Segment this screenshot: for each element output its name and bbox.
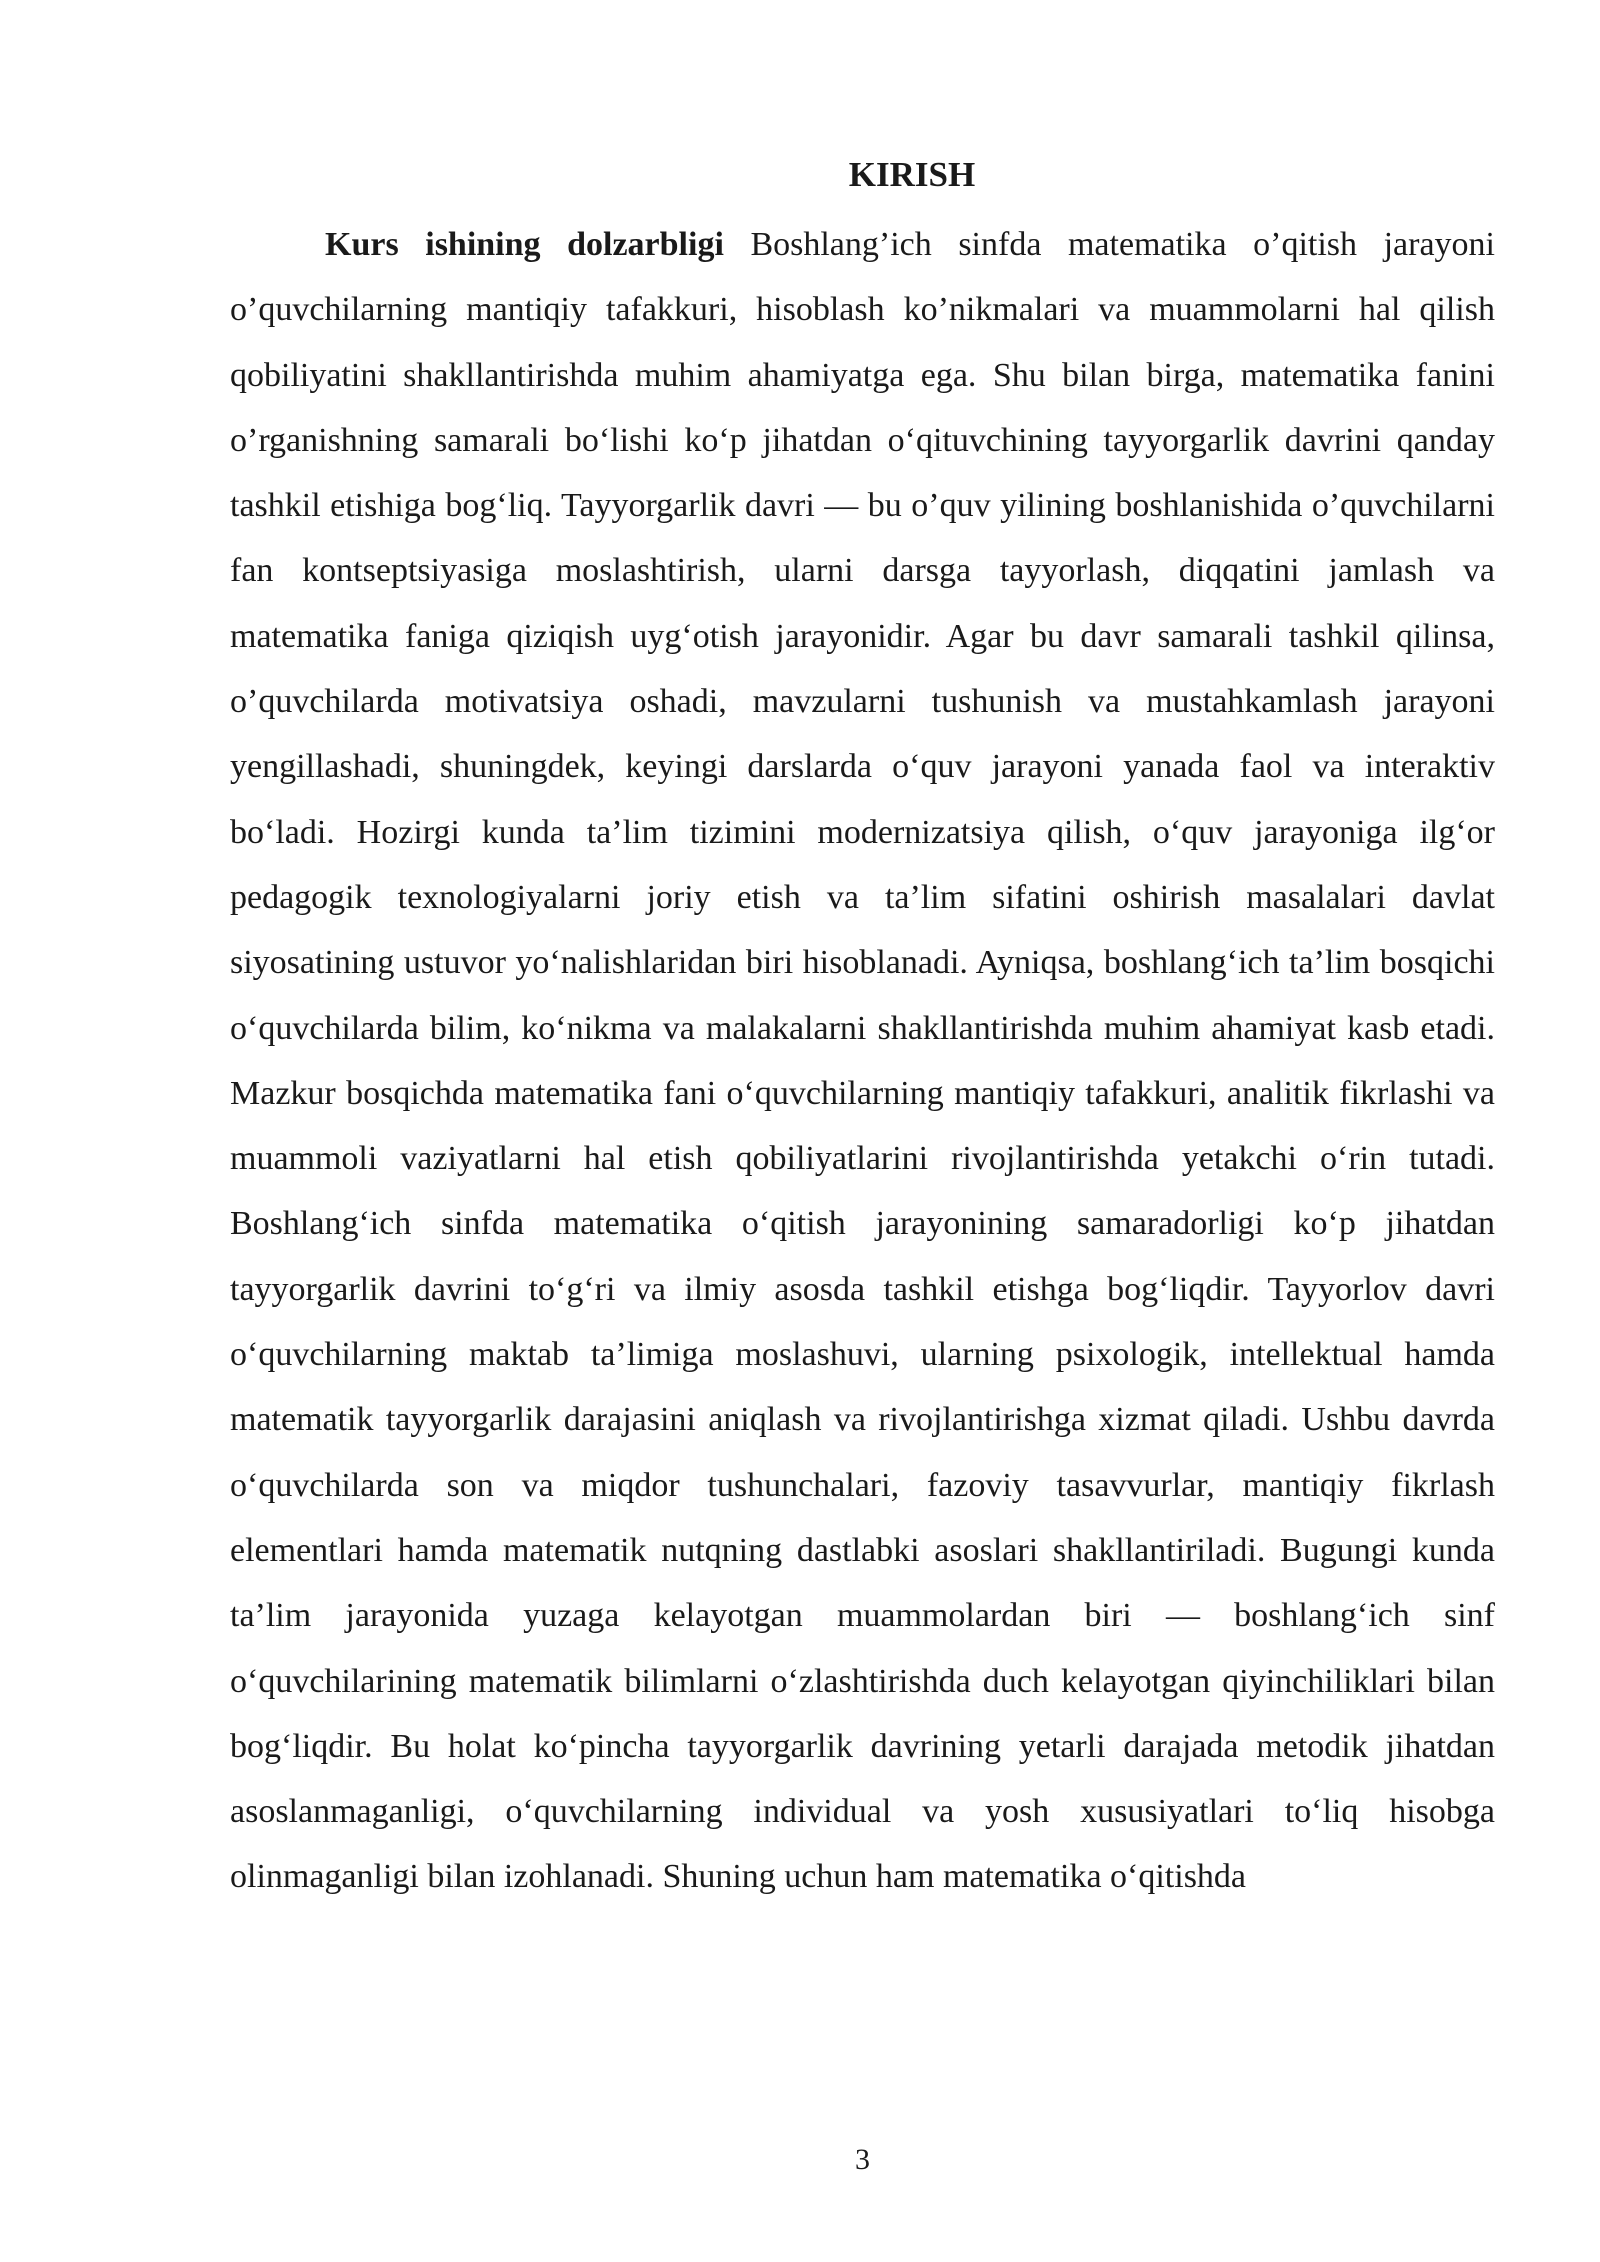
paragraph-lead: Kurs ishining dolzarbligi xyxy=(325,226,724,263)
heading-container xyxy=(230,150,1594,200)
page-number: 3 xyxy=(855,2143,870,2176)
intro-paragraph xyxy=(230,212,1495,1910)
paragraph-text: Boshlang’ich sinfda matematika o’qitish jarayoni o’quvchilarning mantiqiy tafakkuri, hisoblash ko’nikmalari va muammolarni hal qilish qobiliyatini shakllantirishda muhim ahamiyatga ega. Shu bilan birga, matematika fanini o’rganishning samarali bo‘lishi ko‘p jihatdan o‘qituvchining tayyorgarlik davrini qanday tashkil etishiga bog‘liq. Tayyorgarlik davri — bu o’quv yilining boshlanishida o’quvchilarni fan kontseptsiyasiga moslashtirish, ularni darsga tayyorlash, diqqatini jamlash va matematika faniga qiziqish uyg‘otish jarayonidir. Agar bu davr samarali tashkil qilinsa, o’quvchilarda motivatsiya oshadi, mavzularni tushunish va mustahkamlash jarayoni yengillashadi, shuningdek, keyingi darslarda o‘quv jarayoni yanada faol va interaktiv bo‘ladi. Hozirgi kunda ta’lim tizimini modernizatsiya qilish, o‘quv jarayoniga ilg‘or pedagogik texnologiyalarni joriy etish va ta’lim sifatini oshirish masalalari davlat siyosatining ustuvor yo‘nalishlaridan biri hisoblanadi. Ayniqsa, boshlang‘ich ta’lim bosqichi o‘quvchilarda bilim, ko‘nikma va malakalarni shakllantirishda muhim ahamiyat kasb etadi. Mazkur bosqichda matematika fani o‘quvchilarning mantiqiy tafakkuri, analitik fikrlashi va muammoli vaziyatlarni hal etish qobiliyatlarini rivojlantirishda yetakchi o‘rin tutadi. Boshlang‘ich sinfda matematika o‘qitish jarayonining samaradorligi ko‘p jihatdan tayyorgarlik davrini to‘g‘ri va ilmiy asosda tashkil etishga bog‘liqdir. Tayyorlov davri o‘quvchilarning maktab ta’limiga moslashuvi, ularning psixologik, intellektual hamda matematik tayyorgarlik darajasini aniqlash va rivojlantirishga xizmat qiladi. Ushbu davrda o‘quvchilarda son va miqdor tushunchalari, fazoviy tasavvurlar, mantiqiy fikrlash elementlari hamda matematik nutqning dastlabki asoslari shakllantiriladi. Bugungi kunda ta’lim jarayonida yuzaga kelayotgan muammolardan biri — boshlang‘ich sinf o‘quvchilarining matematik bilimlarni o‘zlashtirishda duch kelayotgan qiyinchiliklari bilan bog‘liqdir. Bu holat ko‘pincha tayyorgarlik davrining yetarli darajada metodik jihatdan asoslanmaganligi, o‘quvchilarning individual va yosh xususiyatlari to‘liq hisobga olinmaganligi bilan izohlanadi. Shuning uchun ham matematika o‘qitishda xyxy=(230,226,1495,1896)
section-heading: KIRISH xyxy=(848,155,976,194)
